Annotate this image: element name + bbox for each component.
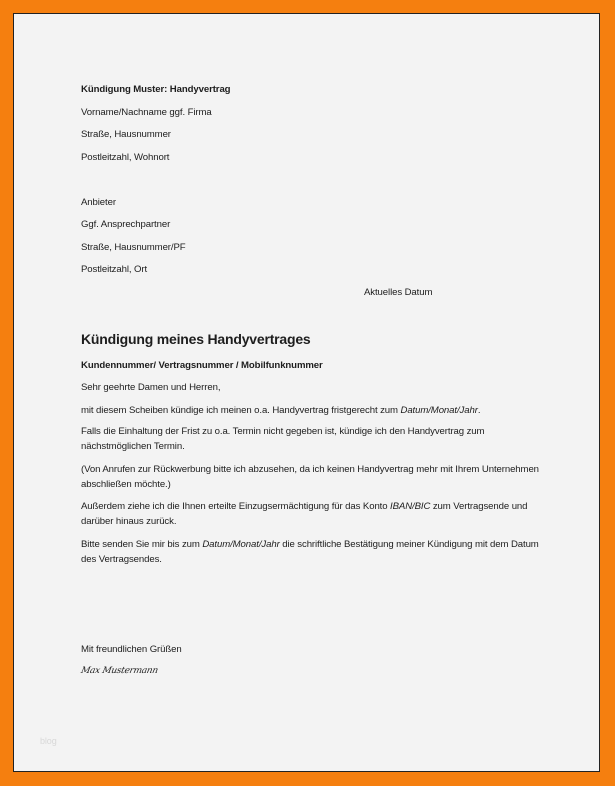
paragraph-text: zum Vertragsende und darüber hinaus zurück. [81, 501, 528, 527]
paragraph-next-date: Falls die Einhaltung der Frist zu o.a. Termin nicht gegeben ist, kündige ich den Handyvertrag zum nächstmöglichen Termin. [81, 426, 485, 452]
recipient-company: Anbieter [81, 197, 116, 208]
paragraph-direct-debit [81, 499, 541, 529]
letter-page [14, 14, 599, 771]
paragraph-confirmation [81, 537, 541, 567]
recipient-city: Postleitzahl, Ort [81, 264, 148, 275]
paragraph-text: . [477, 405, 481, 416]
document-title: Kündigung Muster: Handyvertrag [81, 84, 231, 95]
reference-line: Kundennummer/ Vertragsnummer / Mobilfunknummer [81, 360, 323, 371]
paragraph-text: Bitte senden Sie mir bis zum [81, 539, 203, 550]
closing: Mit freundlichen Grüßen [81, 644, 182, 655]
paragraph-no-calls: (Von Anrufen zur Rückwerbung bitte ich abzusehen, da ich keinen Handyvertrag mehr mit Ihrem Unternehmen abschließen möchte.) [81, 464, 539, 490]
letter-date: Aktuelles Datum [364, 287, 433, 298]
recipient-street: Straße, Hausnummer/PF [81, 242, 186, 253]
sender-name: Vorname/Nachname ggf. Firma [81, 107, 212, 118]
watermark: blog [40, 736, 57, 746]
paragraph-termination [81, 403, 541, 418]
recipient-contact: Ggf. Ansprechpartner [81, 219, 171, 230]
paragraph-text: Außerdem ziehe ich die Ihnen erteilte Einzugsermächtigung für das Konto [81, 501, 391, 512]
paragraph-text: mit diesem Scheiben kündige ich meinen o.a. Handyvertrag fristgerecht zum [81, 405, 401, 416]
sender-street: Straße, Hausnummer [81, 129, 171, 140]
document-frame [13, 13, 600, 772]
date-placeholder: Datum/Monat/Jahr [400, 405, 478, 416]
letter-subject: Kündigung meines Handyvertrages [81, 331, 311, 347]
sender-city: Postleitzahl, Wohnort [81, 152, 170, 163]
iban-placeholder: IBAN/BIC [390, 501, 431, 512]
salutation: Sehr geehrte Damen und Herren, [81, 382, 221, 393]
date-placeholder: Datum/Monat/Jahr [202, 539, 280, 550]
paragraph-text: die schriftliche Bestätigung meiner Kündigung mit dem Datum des Vertragsendes. [81, 539, 539, 565]
signature: Max Mustermann [79, 666, 159, 676]
